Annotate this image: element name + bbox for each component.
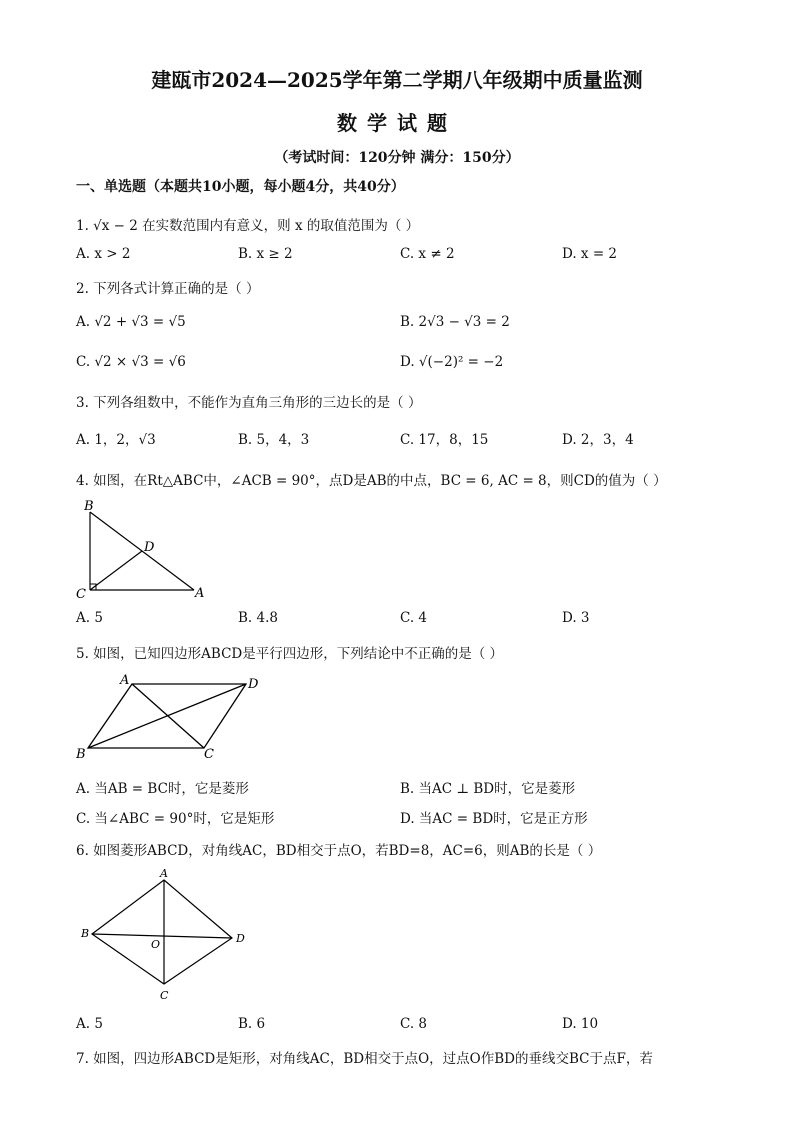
q6-option-d: D. 10 (562, 1016, 599, 1032)
label-d: D (248, 677, 259, 692)
q4-option-c: C. 4 (400, 610, 428, 626)
right-triangle-figure (74, 496, 214, 604)
q5-option-c: C. 当∠ABC = 90°时，它是矩形 (76, 811, 275, 827)
q3-option-d: D. 2，3，4 (562, 432, 634, 448)
subject-title: 数学试题 (337, 111, 457, 135)
q6-option-b: B. 6 (238, 1016, 266, 1032)
q3-option-c: C. 17，8，15 (400, 432, 489, 448)
q3-option-a: A. 1，2，√3 (76, 432, 156, 448)
question-7-stem: 7. 如图，四边形ABCD是矩形，对角线AC，BD相交于点O，过点O作BD的垂线交BC于点F，若 (76, 1051, 653, 1067)
label-d: D (236, 932, 245, 945)
q5-option-a: A. 当AB = BC时，它是菱形 (76, 781, 249, 797)
label-d: D (144, 540, 155, 555)
label-a: A (160, 867, 168, 880)
q2-option-c: C. √2 × √3 = √6 (76, 354, 186, 370)
parallelogram-figure (70, 668, 270, 764)
diagonal-bd (92, 934, 232, 938)
label-c: C (160, 989, 169, 1002)
question-4-stem: 4. 如图，在Rt△ABC中，∠ACB = 90°，点D是AB的中点，BC = 6, AC = 8，则CD的值为（ ） (76, 473, 667, 489)
q1-option-b: B. x ≥ 2 (238, 246, 293, 262)
segment-cd (90, 551, 142, 590)
q5-option-b: B. 当AC ⊥ BD时，它是菱形 (400, 781, 576, 797)
q5-option-d: D. 当AC = BD时，它是正方形 (400, 811, 588, 827)
q6-option-a: A. 5 (76, 1016, 103, 1032)
label-o: O (151, 938, 161, 951)
q2-option-d: D. √(−2)² = −2 (400, 354, 504, 370)
section-heading: 一、单选题（本题共10小题，每小题4分，共40分） (76, 179, 405, 195)
exam-note: （考试时间：120分钟 满分：150分） (274, 150, 520, 166)
label-b: B (84, 499, 94, 514)
label-c: C (204, 747, 214, 762)
q6-option-c: C. 8 (400, 1016, 428, 1032)
diagonal-bd (88, 684, 246, 748)
q4-option-b: B. 4.8 (238, 610, 278, 626)
question-3-stem: 3. 下列各组数中，不能作为直角三角形的三边长的是（ ） (76, 395, 422, 411)
label-b: B (76, 747, 86, 762)
rhombus-outline (92, 880, 232, 984)
q1-option-d: D. x = 2 (562, 246, 618, 262)
q2-option-a: A. √2 + √3 = √5 (76, 314, 186, 330)
question-2-stem: 2. 下列各式计算正确的是（ ） (76, 281, 260, 297)
q1-option-a: A. x > 2 (76, 246, 131, 262)
question-1-stem: 1. √x − 2 在实数范围内有意义，则 x 的取值范围为（ ） (76, 218, 420, 234)
q1-option-c: C. x ≠ 2 (400, 246, 455, 262)
label-c: C (76, 587, 86, 602)
question-5-stem: 5. 如图，已知四边形ABCD是平行四边形，下列结论中不正确的是（ ） (76, 646, 504, 662)
q2-option-b: B. 2√3 − √3 = 2 (400, 314, 510, 330)
rhombus-figure (76, 866, 256, 1006)
q4-option-a: A. 5 (76, 610, 103, 626)
q3-option-b: B. 5，4，3 (238, 432, 310, 448)
label-a: A (195, 586, 205, 601)
label-b: B (81, 927, 90, 940)
question-6-stem: 6. 如图菱形ABCD，对角线AC，BD相交于点O，若BD=8，AC=6，则AB的长是（ ） (76, 843, 602, 859)
q4-option-d: D. 3 (562, 610, 590, 626)
label-a: A (120, 673, 130, 688)
page-title: 建瓯市2024—2025学年第二学期八年级期中质量监测 (151, 68, 643, 92)
